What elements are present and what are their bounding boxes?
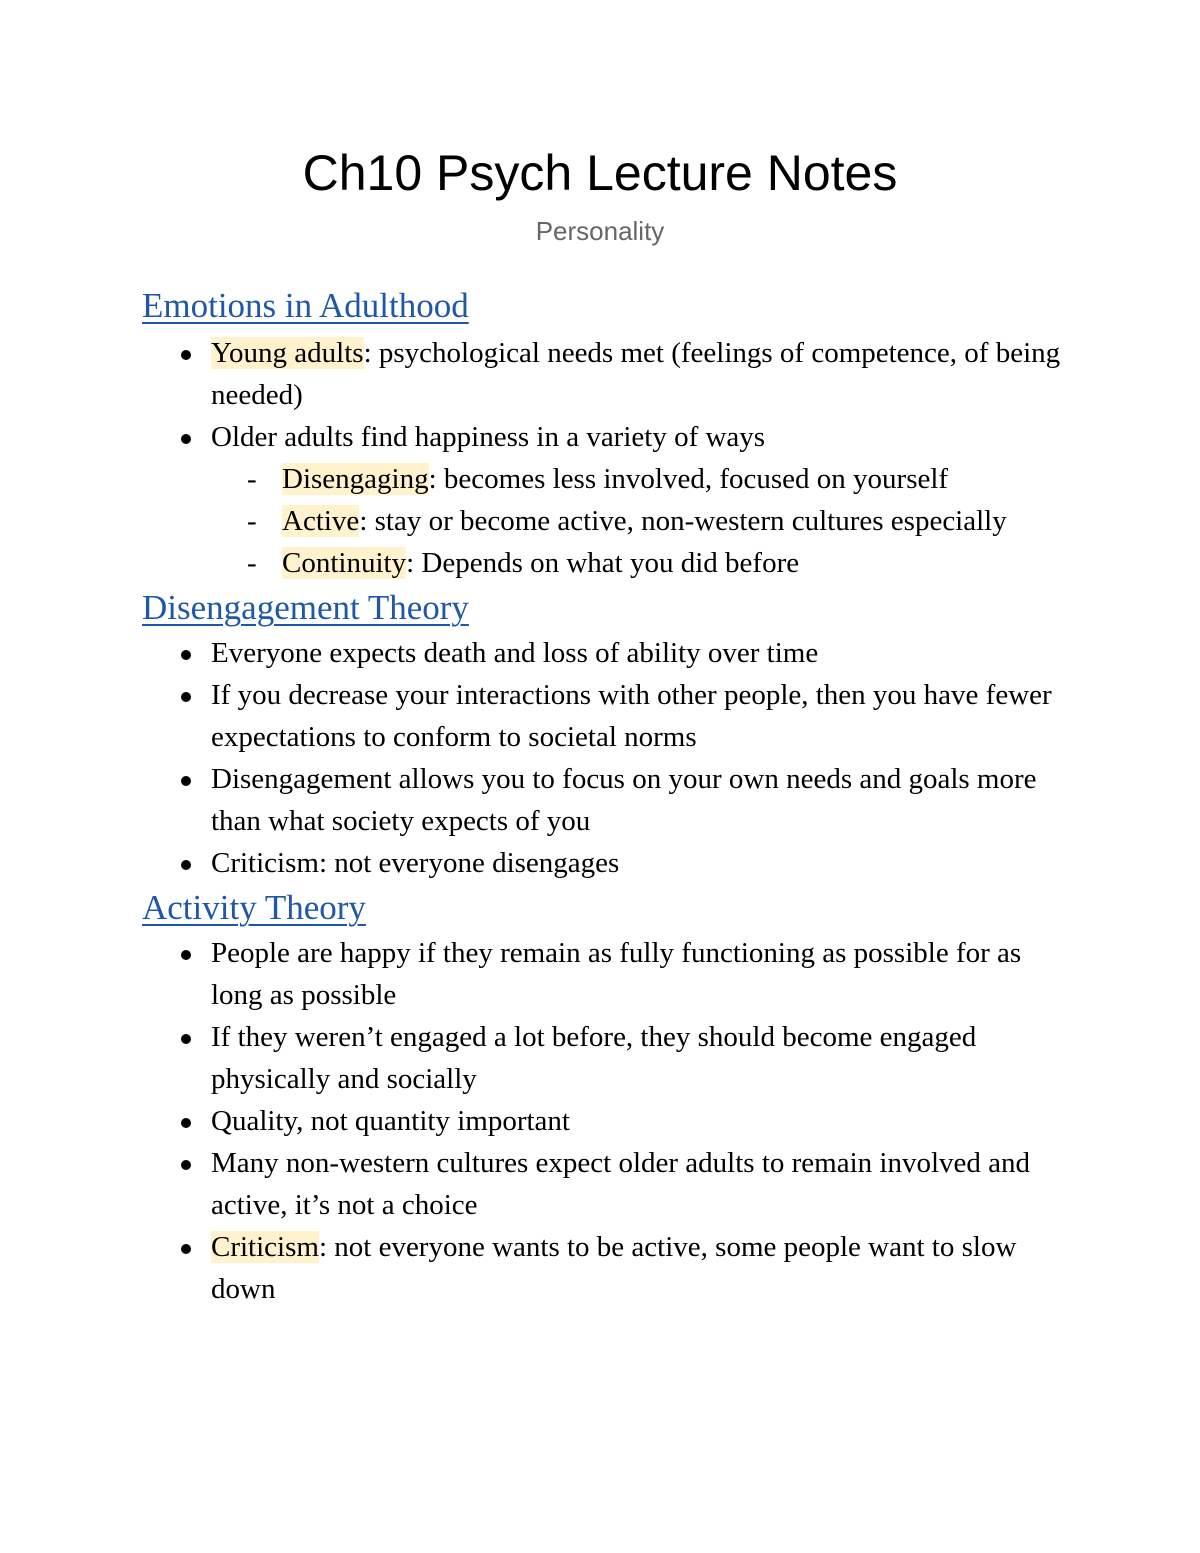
bullet-item: Everyone expects death and loss of ability over time bbox=[142, 632, 1072, 674]
document-body bbox=[142, 284, 1072, 1310]
bullet-older-adults bbox=[142, 416, 1072, 584]
document-subtitle: Personality bbox=[535, 216, 665, 246]
bullet-text: Older adults find happiness in a variety of ways bbox=[211, 421, 766, 453]
section-heading-wrap bbox=[142, 586, 1072, 630]
bullet-text: : psychological needs met (feelings of competence, of being needed) bbox=[211, 337, 1061, 411]
heading-activity-theory[interactable]: Activity Theory bbox=[142, 888, 366, 927]
older-adults-sub-list bbox=[211, 458, 1072, 584]
sub-item-disengaging bbox=[142, 458, 1072, 500]
bullet-item: Quality, not quantity important bbox=[142, 1100, 1072, 1142]
highlight-term: Continuity bbox=[282, 547, 407, 579]
sub-item-text: : Depends on what you did before bbox=[406, 547, 800, 579]
sub-item-text: : becomes less involved, focused on yourself bbox=[428, 463, 949, 495]
highlight-term: Disengaging bbox=[282, 463, 429, 495]
section-heading-wrap bbox=[142, 886, 1072, 930]
sub-item-active bbox=[142, 500, 1072, 542]
bullet-criticism bbox=[142, 1226, 1072, 1310]
bullet-item: If they weren’t engaged a lot before, they should become engaged physically and socially bbox=[142, 1016, 1072, 1100]
document-title: Ch10 Psych Lecture Notes bbox=[302, 145, 898, 201]
heading-emotions-in-adulthood[interactable]: Emotions in Adulthood bbox=[142, 286, 469, 325]
disengagement-bullet-list bbox=[142, 632, 1072, 884]
bullet-item: Disengagement allows you to focus on your own needs and goals more than what society expects of you bbox=[142, 758, 1072, 842]
highlight-term: Criticism bbox=[211, 1231, 319, 1263]
section-heading-wrap bbox=[142, 284, 1072, 328]
sub-item-continuity bbox=[142, 542, 1072, 584]
highlight-term: Active bbox=[282, 505, 360, 537]
heading-disengagement-theory[interactable]: Disengagement Theory bbox=[142, 588, 469, 627]
emotions-bullet-list bbox=[142, 332, 1072, 584]
bullet-item: People are happy if they remain as fully functioning as possible for as long as possible bbox=[142, 932, 1072, 1016]
bullet-young-adults bbox=[142, 332, 1072, 416]
bullet-item: Criticism: not everyone disengages bbox=[142, 842, 1072, 884]
bullet-text: : not everyone wants to be active, some people want to slow down bbox=[211, 1231, 1017, 1305]
sub-item-text: : stay or become active, non-western cultures especially bbox=[359, 505, 1007, 537]
highlight-term: Young adults bbox=[211, 337, 364, 369]
bullet-item: If you decrease your interactions with other people, then you have fewer expectations to conform to societal norms bbox=[142, 674, 1072, 758]
activity-bullet-list bbox=[142, 932, 1072, 1310]
bullet-item: Many non-western cultures expect older adults to remain involved and active, it’s not a choice bbox=[142, 1142, 1072, 1226]
